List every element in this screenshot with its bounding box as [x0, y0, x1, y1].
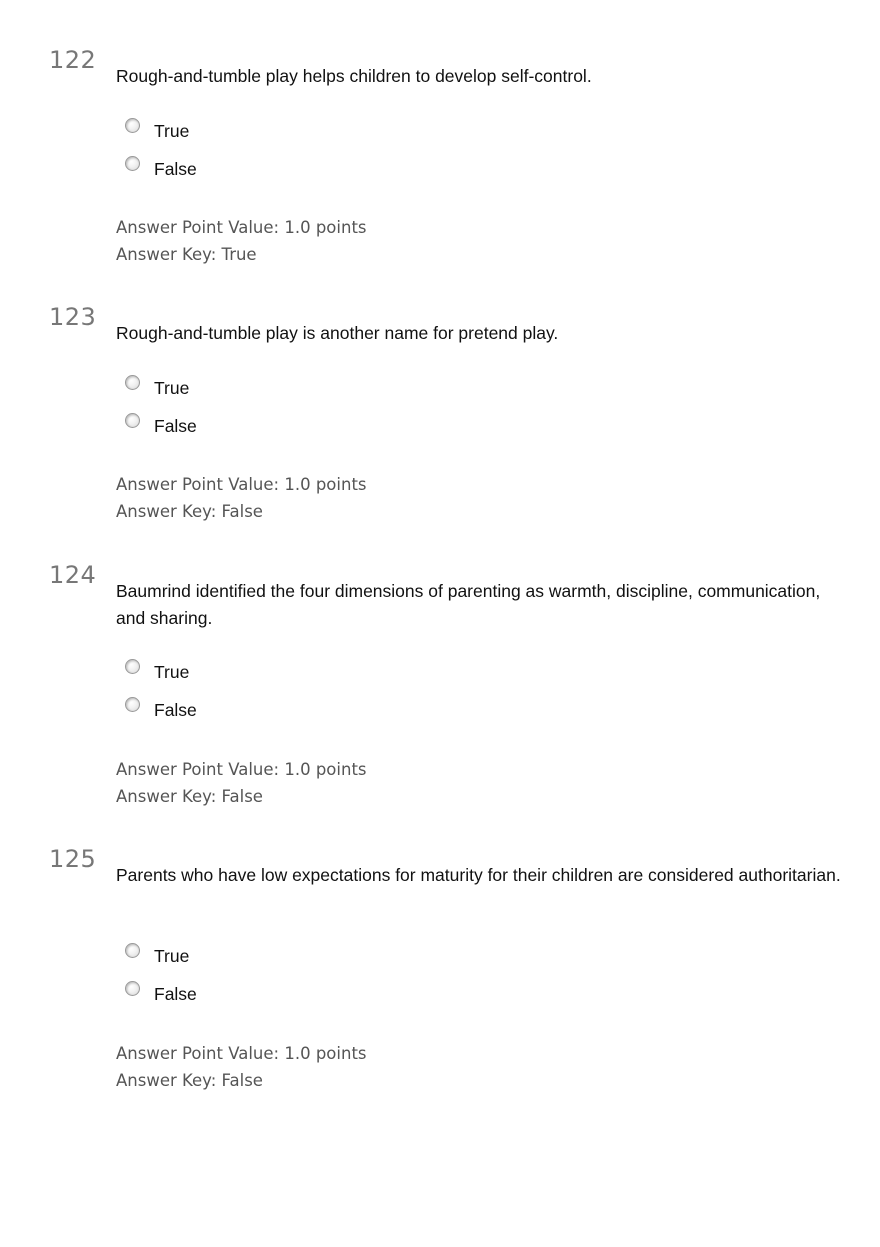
- question-number: 124: [49, 561, 97, 589]
- option-label: True: [154, 377, 190, 398]
- option-false[interactable]: [122, 976, 197, 1015]
- option-label: True: [154, 661, 190, 682]
- option-label: False: [154, 700, 197, 721]
- option-false[interactable]: [122, 151, 197, 190]
- option-label: False: [154, 416, 197, 437]
- radio-button-icon[interactable]: [125, 981, 140, 996]
- radio-button-icon[interactable]: [125, 697, 140, 712]
- option-label: False: [154, 984, 197, 1005]
- answer-options: [122, 112, 197, 189]
- option-label: False: [154, 159, 197, 180]
- radio-button-icon[interactable]: [125, 375, 140, 390]
- answer-point-value: Answer Point Value: 1.0 points: [116, 760, 367, 779]
- answer-point-value: Answer Point Value: 1.0 points: [116, 1044, 367, 1063]
- radio-button-icon[interactable]: [125, 413, 140, 428]
- answer-key: Answer Key: True: [116, 244, 257, 264]
- option-true[interactable]: [122, 653, 197, 692]
- question-number: 125: [49, 845, 97, 873]
- answer-meta: [116, 757, 367, 810]
- question-number: 123: [49, 303, 97, 331]
- question-text: Parents who have low expectations for maturity for their children are considered authoritarian.: [116, 865, 841, 885]
- question-number: 122: [49, 46, 97, 74]
- radio-button-icon[interactable]: [125, 659, 140, 674]
- answer-key: Answer Key: False: [116, 786, 263, 806]
- answer-key: Answer Key: False: [116, 501, 263, 521]
- option-true[interactable]: [122, 937, 197, 976]
- answer-point-value: Answer Point Value: 1.0 points: [116, 475, 367, 494]
- answer-meta: [116, 1041, 367, 1094]
- answer-options: [122, 653, 197, 730]
- option-label: True: [154, 945, 190, 966]
- answer-meta: [116, 215, 367, 268]
- radio-button-icon[interactable]: [125, 118, 140, 133]
- question-text: Rough-and-tumble play is another name for pretend play.: [116, 323, 559, 343]
- answer-meta: [116, 472, 367, 525]
- option-true[interactable]: [122, 369, 197, 408]
- question-text: Baumrind identified the four dimensions of parenting as warmth, discipline, communication, and sharing.: [116, 581, 821, 628]
- answer-point-value: Answer Point Value: 1.0 points: [116, 218, 367, 237]
- option-false[interactable]: [122, 692, 197, 731]
- answer-options: [122, 369, 197, 446]
- question-text: Rough-and-tumble play helps children to develop self-control.: [116, 66, 592, 86]
- option-label: True: [154, 120, 190, 141]
- answer-key: Answer Key: False: [116, 1070, 263, 1090]
- radio-button-icon[interactable]: [125, 156, 140, 171]
- option-false[interactable]: [122, 408, 197, 447]
- answer-options: [122, 937, 197, 1014]
- radio-button-icon[interactable]: [125, 943, 140, 958]
- option-true[interactable]: [122, 112, 197, 151]
